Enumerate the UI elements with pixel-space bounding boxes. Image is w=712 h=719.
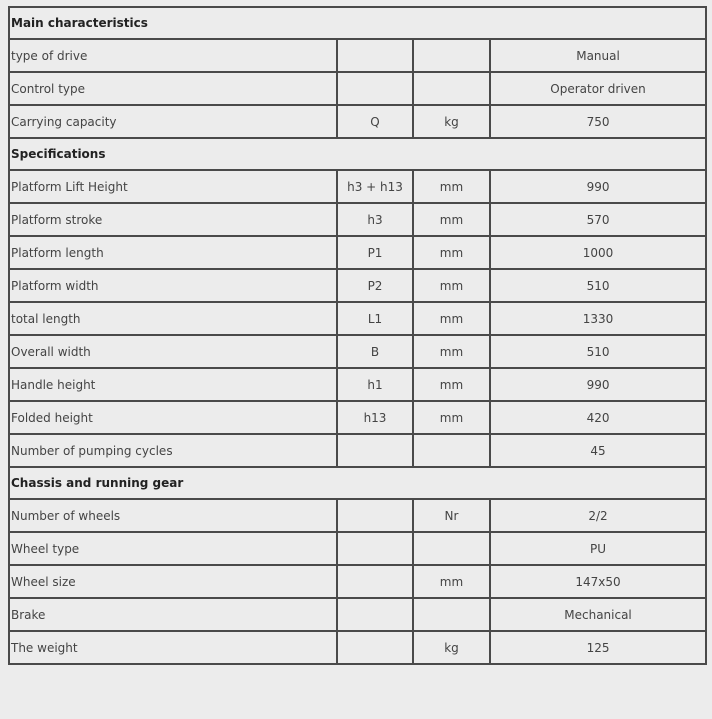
unit-cell: mm — [413, 401, 490, 434]
parameter-name-cell: Wheel size — [9, 565, 337, 598]
value-cell: Operator driven — [490, 72, 706, 105]
symbol-cell: h1 — [337, 368, 413, 401]
table-row — [9, 499, 706, 532]
parameter-name-cell: Platform length — [9, 236, 337, 269]
value-cell: 147x50 — [490, 565, 706, 598]
value-cell: PU — [490, 532, 706, 565]
unit-cell: mm — [413, 170, 490, 203]
symbol-cell: P2 — [337, 269, 413, 302]
parameter-name-cell: Platform Lift Height — [9, 170, 337, 203]
parameter-name-cell: Number of pumping cycles — [9, 434, 337, 467]
table-row — [9, 434, 706, 467]
unit-cell: Nr — [413, 499, 490, 532]
symbol-cell — [337, 434, 413, 467]
symbol-cell: Q — [337, 105, 413, 138]
specifications-table-body — [9, 7, 706, 664]
unit-cell: mm — [413, 565, 490, 598]
table-row — [9, 105, 706, 138]
section-header-row — [9, 7, 706, 39]
value-cell: 2/2 — [490, 499, 706, 532]
table-row — [9, 401, 706, 434]
unit-cell: kg — [413, 105, 490, 138]
table-row — [9, 302, 706, 335]
value-cell: 990 — [490, 368, 706, 401]
symbol-cell: h3 — [337, 203, 413, 236]
value-cell: 125 — [490, 631, 706, 664]
parameter-name-cell: The weight — [9, 631, 337, 664]
unit-cell: mm — [413, 368, 490, 401]
symbol-cell — [337, 565, 413, 598]
table-row — [9, 598, 706, 631]
symbol-cell — [337, 39, 413, 72]
parameter-name-cell: type of drive — [9, 39, 337, 72]
parameter-name-cell: Handle height — [9, 368, 337, 401]
value-cell: 750 — [490, 105, 706, 138]
table-row — [9, 170, 706, 203]
symbol-cell: h3 + h13 — [337, 170, 413, 203]
value-cell: 510 — [490, 335, 706, 368]
unit-cell — [413, 39, 490, 72]
parameter-name-cell: Number of wheels — [9, 499, 337, 532]
unit-cell: mm — [413, 335, 490, 368]
parameter-name-cell: Overall width — [9, 335, 337, 368]
parameter-name-cell: Platform stroke — [9, 203, 337, 236]
value-cell: 990 — [490, 170, 706, 203]
table-row — [9, 532, 706, 565]
table-row — [9, 565, 706, 598]
unit-cell — [413, 72, 490, 105]
value-cell: Mechanical — [490, 598, 706, 631]
specifications-table — [8, 6, 707, 665]
section-title: Specifications — [9, 138, 706, 170]
unit-cell — [413, 598, 490, 631]
unit-cell: mm — [413, 269, 490, 302]
unit-cell: mm — [413, 302, 490, 335]
section-header-row — [9, 138, 706, 170]
symbol-cell: P1 — [337, 236, 413, 269]
value-cell: 570 — [490, 203, 706, 236]
parameter-name-cell: Brake — [9, 598, 337, 631]
parameter-name-cell: total length — [9, 302, 337, 335]
section-title: Chassis and running gear — [9, 467, 706, 499]
symbol-cell — [337, 598, 413, 631]
parameter-name-cell: Platform width — [9, 269, 337, 302]
value-cell: 1330 — [490, 302, 706, 335]
section-header-row — [9, 467, 706, 499]
symbol-cell: B — [337, 335, 413, 368]
symbol-cell — [337, 532, 413, 565]
parameter-name-cell: Control type — [9, 72, 337, 105]
symbol-cell — [337, 72, 413, 105]
symbol-cell: L1 — [337, 302, 413, 335]
spec-table-container — [8, 6, 705, 665]
value-cell: 1000 — [490, 236, 706, 269]
section-title: Main characteristics — [9, 7, 706, 39]
parameter-name-cell: Folded height — [9, 401, 337, 434]
value-cell: Manual — [490, 39, 706, 72]
symbol-cell — [337, 631, 413, 664]
unit-cell: mm — [413, 203, 490, 236]
parameter-name-cell: Wheel type — [9, 532, 337, 565]
table-row — [9, 368, 706, 401]
value-cell: 510 — [490, 269, 706, 302]
table-row — [9, 72, 706, 105]
table-row — [9, 203, 706, 236]
parameter-name-cell: Carrying capacity — [9, 105, 337, 138]
symbol-cell: h13 — [337, 401, 413, 434]
unit-cell — [413, 532, 490, 565]
table-row — [9, 39, 706, 72]
value-cell: 420 — [490, 401, 706, 434]
unit-cell: mm — [413, 236, 490, 269]
table-row — [9, 335, 706, 368]
value-cell: 45 — [490, 434, 706, 467]
table-row — [9, 631, 706, 664]
unit-cell — [413, 434, 490, 467]
symbol-cell — [337, 499, 413, 532]
unit-cell: kg — [413, 631, 490, 664]
table-row — [9, 269, 706, 302]
table-row — [9, 236, 706, 269]
